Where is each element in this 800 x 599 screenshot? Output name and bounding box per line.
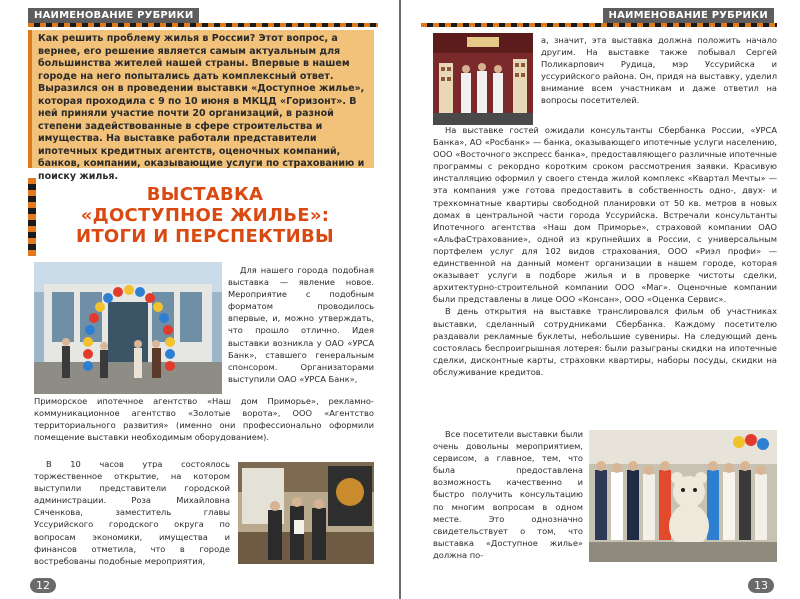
group-illustration [589, 430, 777, 562]
headline-line-1: ВЫСТАВКА [146, 184, 264, 205]
paragraph-conclusion: Все посетители выставки были очень довольны мероприятием, сервисом, а главное, тем, что была предоставлена возможность качественно и быстро получить консультацию по многим вопросам в одном месте. Это однозначно свидетельствует о том, что выставка «Доступное жилье» должна по- [433, 429, 583, 560]
paragraph-intro: Для нашего города подобная выставка — явление новое. Мероприятие с подобным форматом проводилось впервые, и, можно утверждать, что прошло отлично. Идея выставки возникла у ОАО «УРСА Банк», ставшего генеральным спонсором. Организаторами выступили ОАО «УРСА Банк», [228, 265, 374, 384]
page-number: 13 [748, 578, 774, 593]
photo-kvartal-mechty-stand [433, 33, 533, 125]
paragraph-opening: В 10 часов утра состоялось торжественное открытие, на котором выступили представители городской администрации. Роза Михайловна Сяченкова, заместитель главы Уссурийского городского округа по вопросам экономики, имущества и финансов отметила, что в городе востребованы подобные мероприятия, [34, 459, 230, 566]
bottom-column-text [433, 428, 583, 574]
headline-line-3: ИТОГИ И ПЕРСПЕКТИВЫ [75, 226, 335, 247]
page-left [0, 0, 399, 599]
paragraph-continuation: а, значит, эта выставка должна положить начало другим. На выставке также побывал Сергей Поликарпович Рудица, мэр Уссурийска и уссурийского района. Он, придя на выставку, уделил внимание всем участникам и даже ответил на вопросы посетителей. [541, 35, 777, 106]
wide-text-block [34, 395, 374, 455]
rubric-label: НАИМЕНОВАНИЕ РУБРИКИ [603, 8, 774, 23]
photo-group-with-mascot [589, 430, 777, 562]
rubric-stripe [28, 23, 378, 27]
paragraph-lottery: В день открытия на выставке транслировался фильм об участниках выставки, сделанный сотрудниками Сбербанка. Каждому посетителю раздавали рекламные буклеты, небольшие сувениры. На следующий день состоялась беспроигрышная лотерея: были разыграны скидки на ипотечные сделки, дисконтные карты, страховки квартиры, наборы посуды, скидки на обслуживание кредитов. [433, 306, 777, 377]
booth-illustration [238, 462, 374, 564]
top-column-text [541, 34, 777, 122]
main-text-block [433, 124, 777, 426]
paragraph-consultants: На выставке гостей ожидали консультанты Сбербанка России, «УРСА Банка», АО «Росбанк» — банка, оказывающего ипотечные услуги населению, ООО «Восточного экспресс банка», предоставляющего различные ипотечные программы с рекордно коротким сроком рассмотрения заявки. Красивую инсталляцию оформил у своего стенда жилой комплекс «Квартал Мечты» — эта компания уже готова предоставить в собственность одно-, двух- и трехкомнатные квартиры свободной планировки от 50 кв. метров в новых домах в центральной части города Уссурийска. Встречали консультанты Ипотечного агентства «Наш дом Приморье», страховой компании ОАО «АльфаСтрахование», одной из крупнейших в России, с универсальным портфелем услуг для 102 видов страхования, ООО «Риэл профи» — единственной на данный момент организации в нашем городе, которая оказывает услуги в подборе жилья и в проверке чистоты сделки, архитектурно-строительной компании ООО «Маг». Оценочные компании были представлены в лице ООО «Консан», ООО «Оценка Сервис». [433, 125, 777, 305]
column-text-right-of-photo [228, 264, 374, 396]
photo-exhibition-booth [238, 462, 374, 564]
article-headline [28, 178, 378, 256]
column-text-opening [34, 458, 230, 574]
page-right [401, 0, 800, 599]
headline-line-2: «ДОСТУПНОЕ ЖИЛЬЕ»: [80, 205, 330, 226]
paragraph-organizers: Приморское ипотечное агентство «Наш дом Приморье», рекламно-коммуникационное агентство «Золотые ворота», ООО «Агентство территориального развития» (именно они профессионально оформили помещение выставки необходимым оборудованием). [34, 396, 374, 443]
photo-opening-balloon-arch [34, 262, 222, 394]
lead-paragraph: Как решить проблему жилья в России? Этот вопрос, а вернее, его решение является самым актуальным для большинства жителей нашей страны. Впервые в нашем городе на него попытались дать комплексный ответ. Выразился он в проведении выставки «Доступное жилье», которая проходила с 9 по 10 июня в МКЦД «Горизонт». В ней приняли участие почти 20 организаций, в разной степени задействованные в сфере строительства и имущества. На выставке работали представители ипотечных кредитных агентств, оценочных компаний, банков, компании, оказывающие услуги по страхованию и поиску жилья. [28, 30, 374, 168]
balloon-arch-illustration [34, 262, 222, 394]
page-number: 12 [30, 578, 56, 593]
headline-text [40, 184, 370, 247]
stand-illustration [433, 33, 533, 125]
headline-ribbon [28, 178, 36, 256]
rubric-label: НАИМЕНОВАНИЕ РУБРИКИ [28, 8, 199, 23]
rubric-stripe [421, 23, 777, 27]
